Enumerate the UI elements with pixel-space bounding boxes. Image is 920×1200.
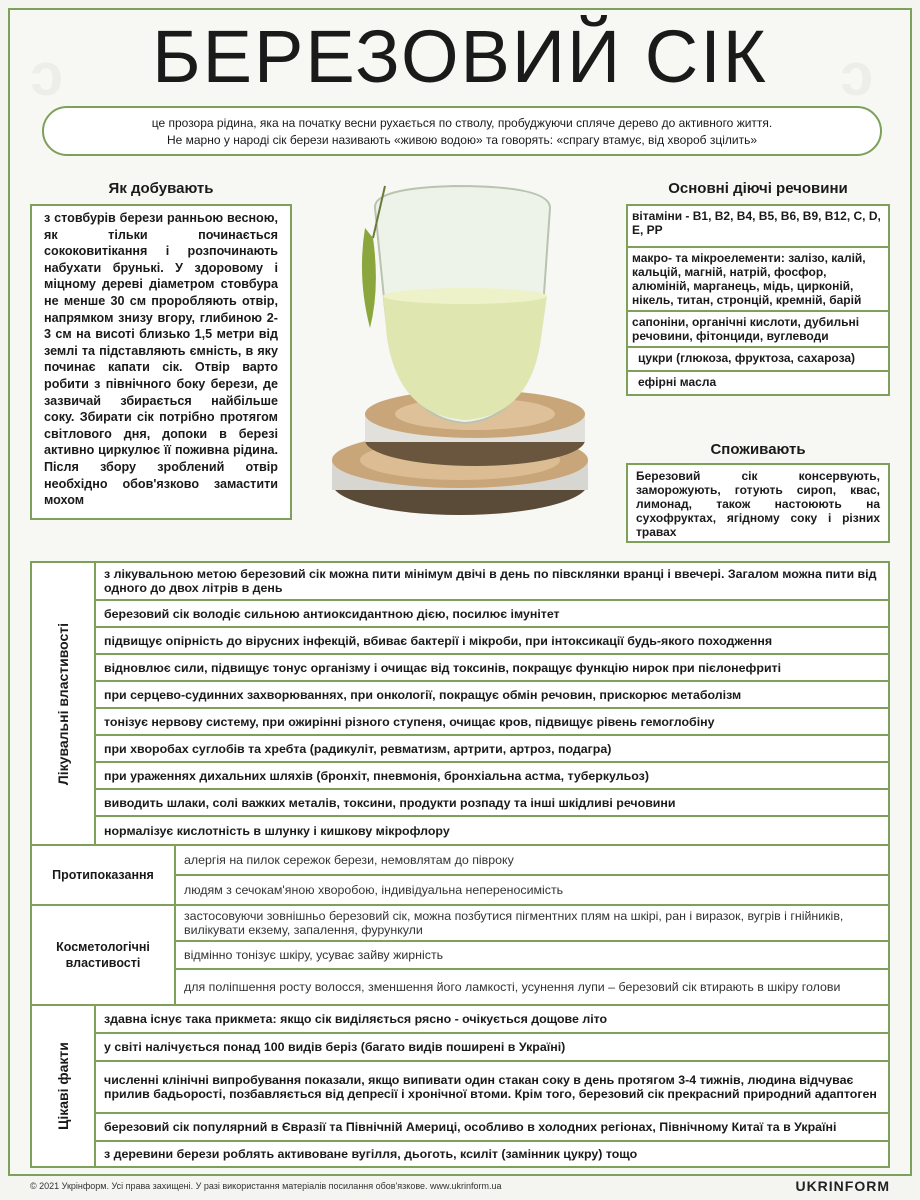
list-item: підвищує опірність до вірусних інфекцій, вбиває бактерії і мікроби, при інтоксикації будь-якого походження (96, 628, 888, 655)
contra-label: Протипоказання (32, 846, 176, 904)
intro-line-2: Не марно у народі сік берези називають «живою водою» та говорять: «спрагу втамує, від хвороб зцілить» (166, 133, 758, 147)
birch-juice-glass-illustration (325, 178, 595, 530)
substance-item: макро- та мікроелементи: залізо, калій, кальцій, магній, натрій, фосфор, алюміній, марганець, мідь, цирконій, нікель, титан, стронцій, кремній, барій (626, 248, 890, 312)
healing-items (96, 563, 888, 844)
list-item: березовий сік популярний в Євразії та Північній Америці, особливо в холодних регіонах, Північному Китаї та в Україні (96, 1114, 888, 1142)
list-item: відмінно тонізує шкіру, усуває зайву жирність (176, 942, 888, 970)
list-item: нормалізує кислотність в шлунку і кишкову мікрофлору (104, 823, 450, 838)
list-item: при ураженнях дихальних шляхів (бронхіт, пневмонія, бронхіальна астма, туберкульоз) (96, 763, 888, 790)
consume-heading: Споживають (710, 441, 806, 458)
list-item: здавна існує така прикмета: якщо сік виділяється рясно - очікується дощове літо (96, 1006, 888, 1034)
list-item: при серцево-судинних захворюваннях, при онкології, покращує обмін речовин, прискорює метаболізм (96, 682, 888, 709)
list-item: людям з сечокам'яною хворобою, індивідуальна непереносимість (184, 883, 564, 897)
healing-section (30, 561, 890, 846)
cosmetic-items (176, 906, 888, 1004)
brand-logo[interactable]: UKRINFORM (795, 1178, 890, 1194)
intro-line-1: це прозора рідина, яка на початку весни рухається по стволу, пробуджуючи сплячe дерево до активного життя. (151, 116, 773, 130)
consume-text: Березовий сік консервують, заморожують, готують сироп, квас, лимонад, також настоюють на сухофруктах, ягідному соку і різних травах (636, 469, 880, 539)
list-item: з деревини берези роблять активоване вугілля, дьоготь, ксиліт (замінник цукру) тощо (104, 1147, 638, 1161)
intro-banner (42, 106, 882, 156)
list-item: численні клінічні випробування показали, якщо випивати один стакан соку в день протягом 3-4 тижнів, людина відчуває прилив бадьорості, позбавляється від депресії і хронічної втоми. Крім того, березовий сік прекрасний природний адаптоген (96, 1062, 888, 1114)
facts-items (96, 1006, 888, 1166)
substance-item: сапоніни, органічні кислоти, дубильні речовини, фітонциди, вуглеводи (626, 312, 890, 348)
consume-box (626, 463, 890, 543)
how-heading: Як добувають (108, 180, 214, 197)
list-item: для поліпшення росту волосся, зменшення його ламкості, усунення лупи – березовий сік втирають в шкіру голови (184, 980, 841, 994)
healing-label: Лікувальні властивості (32, 563, 96, 844)
footer-copyright: © 2021 Укрінформ. Усі права захищені. У разі використання матеріалів посилання обов'язкове. www.ukrinform.ua (30, 1181, 502, 1191)
list-item: у світі налічується понад 100 видів беріз (багато видів поширені в Україні) (96, 1034, 888, 1062)
contra-items (176, 846, 888, 904)
substances-list (626, 204, 890, 396)
facts-section (30, 1004, 890, 1168)
how-text: з стовбурів берези ранньою весною, як тільки починається сококовитікання і розпочинають набухати брунькі. У здоровому і міцному дереві діаметром стовбура не менше 30 см проробляють отвір, напрямком знизу вгору, глибиною 2-3 см на висоті близько 1,5 метри від землі та підставляють ємність, в яку починає капати сік. Отвір варто робити з північного боку берези, де зазвичай збирається найбільше соку. Збирати сік потрібно протягом світлового дня, допоки в березі активно циркулює її поживна рідина. Після збору зроблений отвір необхідно обов'язково замастити мохом (44, 211, 278, 508)
list-item: березовий сік володіє сильною антиоксидантною дією, посилює імунітет (96, 601, 888, 628)
list-item: відновлює сили, підвищує тонус організму і очищає від токсинів, покращує функцію нирок при пієлонефриті (96, 655, 888, 682)
cosmetic-label: Косметологічні властивості (32, 906, 176, 1004)
list-item: застосовуючи зовнішньо березовий сік, можна позбутися пігментних плям на шкірі, ран і виразок, вугрів і гнійників, вилікувати екзему, запалення, фурункули (176, 906, 888, 942)
substance-item: вітаміни - В1, В2, В4, В5, В6, В9, В12, С, D, E, PP (626, 204, 890, 248)
substance-item: ефірні масла (626, 372, 890, 396)
substance-item: цукри (глюкоза, фруктоза, сахароза) (626, 348, 890, 372)
list-item: при хворобах суглобів та хребта (радикуліт, ревматизм, артрити, артроз, подагра) (96, 736, 888, 763)
cosmetic-section (30, 904, 890, 1006)
substances-heading: Основні діючі речовини (668, 180, 848, 197)
how-box (30, 204, 292, 520)
list-item: виводить шлаки, солі важких металів, токсини, продукти розпаду та інші шкідливі речовини (96, 790, 888, 817)
contra-section (30, 844, 890, 906)
list-item: з лікувальною метою березовий сік можна пити мінімум двічі в день по півсклянки вранці і ввечері. Загалом можна пити від одного до двох літрів в день (96, 563, 888, 601)
page-title: БЕРЕЗОВИЙ СІК (152, 15, 768, 98)
list-item: тонізує нервову систему, при ожирінні різного ступеня, очищає кров, підвищує рівень гемоглобіну (96, 709, 888, 736)
facts-label: Цікаві факти (32, 1006, 96, 1166)
list-item: алергія на пилок сережок берези, немовлятам до півроку (176, 846, 888, 876)
